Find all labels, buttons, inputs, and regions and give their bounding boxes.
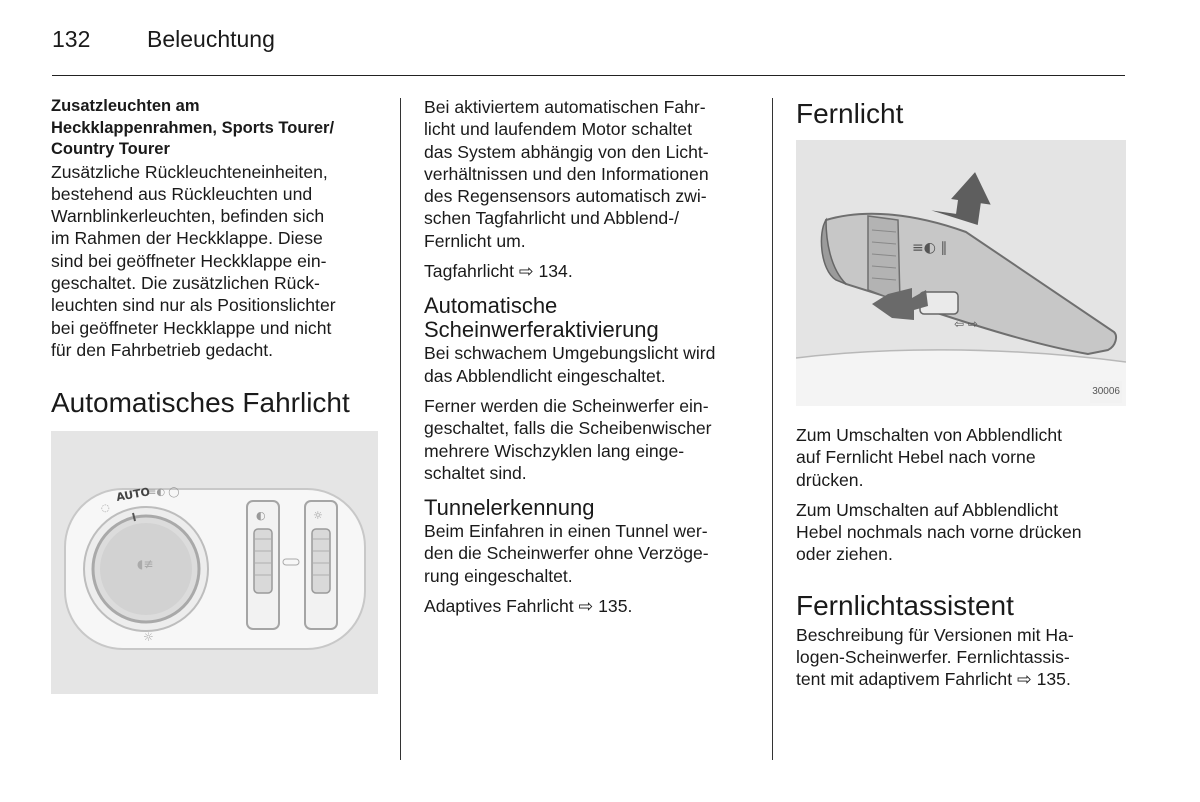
high-beam-heading: Fernlicht xyxy=(796,98,904,129)
daytime-light-reference[interactable]: Tagfahrlicht ⇨ 134. xyxy=(424,261,573,282)
high-beam-assist-heading: Fernlichtassistent xyxy=(796,589,1014,621)
header-rule xyxy=(52,75,1125,76)
switch-to-high-beam-paragraph: Zum Umschalten von Abblendlicht auf Fernlicht Hebel nach vorne drücken. xyxy=(796,425,1062,490)
adaptive-light-reference[interactable]: Adaptives Fahrlicht ⇨ 135. xyxy=(424,596,633,617)
extra-lights-heading: Zusatzleuchten am Heckklappenrahmen, Sports Tourer/ Country Tourer xyxy=(51,97,335,158)
automatic-headlight-heading: Automatisches Fahrlicht xyxy=(51,387,350,419)
headlight-activation-heading: Automatische Scheinwerferaktivierung xyxy=(424,293,659,343)
section-title: Beleuchtung xyxy=(147,26,275,52)
figure-number: 30006 xyxy=(1090,381,1122,403)
svg-text:☼: ☼ xyxy=(313,509,323,523)
svg-text:◐: ◐ xyxy=(256,509,266,523)
column-divider-2 xyxy=(772,98,773,760)
auto-label: AUTO xyxy=(115,485,151,505)
tunnel-paragraph: Beim Einfahren in einen Tunnel wer- den die Scheinwerfer ohne Verzöge- rung eingeschaltet. xyxy=(424,521,709,586)
tunnel-detection-heading: Tunnelerkennung xyxy=(424,495,595,521)
light-switch-figure xyxy=(51,431,378,694)
svg-text:⇦ ⇨: ⇦ ⇨ xyxy=(954,317,978,331)
svg-text:◖≢: ◖≢ xyxy=(137,557,154,572)
low-light-paragraph: Bei schwachem Umgebungslicht wird das Abblendlicht eingeschaltet. xyxy=(424,343,716,386)
svg-text:◌: ◌ xyxy=(101,503,110,515)
column-1 xyxy=(51,96,391,694)
automatic-light-paragraph: Bei aktiviertem automatischen Fahr- licht und laufendem Motor schaltet das System abhängig von den Licht- verhältnissen und den Informationen des Regensensors automatisch zwi- schen Tagfahrlicht und Abblend-/ Fernlicht um. xyxy=(424,97,709,251)
switch-to-low-beam-paragraph: Zum Umschalten auf Abblendlicht Hebel nochmals nach vorne drücken oder ziehen. xyxy=(796,499,1082,565)
page-number: 132 xyxy=(52,26,91,52)
lever-illustration xyxy=(796,140,1126,406)
wiper-paragraph: Ferner werden die Scheinwerfer ein- geschaltet, falls die Scheibenwischer mehrere Wischzyklen lang einge- schaltet sind. xyxy=(424,395,712,483)
column-3 xyxy=(796,96,1126,691)
column-divider-1 xyxy=(400,98,401,760)
high-beam-assist-paragraph: Beschreibung für Versionen mit Ha- logen-Scheinwerfer. Fernlichtassis- tent mit adaptivem Fahrlicht ⇨ 135. xyxy=(796,624,1074,690)
svg-text:≡◐ ◯: ≡◐ ◯ xyxy=(148,487,180,499)
high-beam-lever-figure xyxy=(796,140,1126,406)
column-2 xyxy=(424,96,764,617)
light-switch-illustration xyxy=(51,431,378,694)
extra-lights-paragraph: Zusätzliche Rückleuchteneinheiten, bestehend aus Rückleuchten und Warnblinkerleuchten, befinden sich im Rahmen der Heckklappe. Diese sind bei geöffneter Heckklappe ein- geschaltet. Die zusätzlichen Rück- leuchten sind nur als Positionslichter bei geöffneter Heckklappe und nicht für den Fahrbetrieb gedacht. xyxy=(51,161,336,360)
svg-text:☼: ☼ xyxy=(143,630,154,645)
svg-text:≡◐ ∥: ≡◐ ∥ xyxy=(912,240,948,256)
